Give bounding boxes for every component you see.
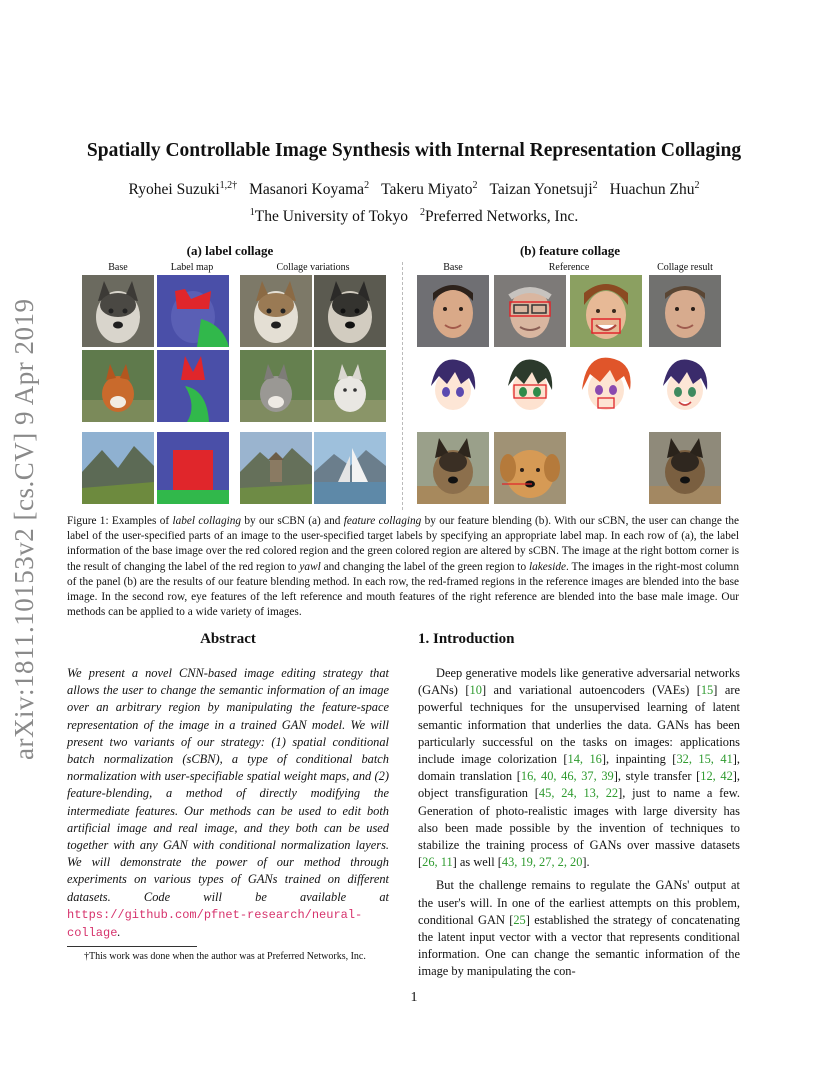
citation-link[interactable]: 25 [513, 912, 526, 927]
intro-text: ], object transfiguration [ [418, 769, 741, 801]
citation-link[interactable]: 15 [700, 683, 714, 698]
affiliation-mark: 1 [249, 207, 255, 218]
panel-a-title: (a) label collage [186, 243, 274, 258]
dog-reference-image [494, 432, 566, 504]
anime-reference-1-image [494, 350, 566, 422]
intro-paragraph-1 [418, 665, 740, 871]
citation-link[interactable]: 12, 42 [700, 769, 733, 784]
affiliation-mark: 2 [419, 207, 425, 218]
citation-link[interactable]: 10 [469, 683, 482, 698]
citation-link[interactable]: 14, 16 [567, 752, 602, 767]
landscape-collage-variation-2 [314, 432, 386, 504]
caption-em-label-collaging: label collaging [172, 515, 242, 527]
author-name: Huachun Zhu$^2$ [609, 180, 700, 199]
author-affiliation-mark: 2 [694, 180, 700, 191]
footnote-rule [67, 946, 197, 947]
figure-divider [402, 262, 403, 510]
intro-text: ], domain translation [ [418, 752, 741, 784]
caption-em-yawl: yawl [299, 560, 321, 573]
author-list [40, 180, 788, 199]
caption-text-1: by our sCBN (a) and [241, 515, 344, 527]
intro-text: ] established the strategy of concatenating the latent input vector with a vector that represents conditional information. One can change the semantic information of the image by manipulating the con- [418, 912, 740, 979]
male-face-base-image [417, 275, 489, 347]
anime-reference-2-image [570, 350, 642, 422]
landscape-base-image [82, 432, 154, 504]
fox-collage-variation-1 [240, 350, 312, 422]
caption-text-3: and changing the label of the green region to [320, 560, 529, 573]
intro-text: But the challenge remains to regulate the GANs' output at the user's will. In one of the earliest attempts on this problem, conditional GAN [ [418, 878, 740, 927]
intro-text: ] are powerful techniques for the unsupervised learning of latent semantic information that underlies the data. GANs has been particularly successful on the tasks on images: applications include image colorization [ [418, 683, 740, 767]
introduction-heading: 1. Introduction [418, 631, 515, 647]
intro-text: ], style transfer [ [613, 769, 701, 784]
caption-text-4: . The images in the right-most column of the panel (b) are the results of our feature blending method. In each row, the red-framed regions in the reference images are blended into the base image. In the second row, eye features of the left reference and mouth features of the right reference are blended into the base male image. Our methods can be applied to a wide variety of images. [67, 560, 739, 619]
abstract-text: We present a novel CNN-based image editing strategy that allows the user to change the semantic information of an image over an arbitrary region by manipulating the feature-space representation of the image in a trained GAN model. We will present two variants of our strategy: (1) spatial conditional batch normalization (sCBN), a type of conditional batch normalization with user-specifiable spatial weight maps, and (2) feature-blending, a method of directly modifying the intermediate features. Our methods can be used to edit both artificial image and real image, and they both can be used together with any GAN with conditional normalization layers. We will demonstrate the power of our method through experiments on various types of GANs trained on different datasets. Code will be available at [67, 666, 389, 904]
intro-text: ], just to name a few. Generation of photo-realistic images with large diversity has also been made possible by the invention of techniques to stabilize the training process of GANs over massive datasets [ [418, 786, 740, 870]
col-label-collage-result: Collage result [657, 262, 713, 273]
abstract-heading: Abstract [200, 631, 256, 647]
intro-text: ]. [582, 855, 590, 870]
affiliation [250, 208, 408, 225]
intro-paragraph-2 [418, 877, 740, 980]
caption-text-2: by our feature blending (b). With our sCBN, the user can change the label of the user-specified parts of an image to the user-specified target labels by specifying an appropriate label map. In each row of (a), the label information of the base image over the red colored region and the green colored region are altered by sCBN. The image at the right bottom corner is the result of changing the label of the red region to [67, 515, 740, 573]
author-affiliation-mark: 1,2† [219, 180, 238, 191]
affiliation-name: The University of Tokyo [254, 208, 408, 226]
figure-caption [67, 514, 739, 620]
col-label-reference: Reference [548, 262, 590, 273]
introduction-body [418, 665, 740, 987]
citation-link[interactable]: 45, 24, 13, 22 [538, 786, 619, 801]
caption-em-feature-collaging: feature collaging [343, 515, 422, 527]
author-name: Masanori Koyama$^2$ [249, 180, 370, 199]
citation-link[interactable]: 43, 19, 27, 2, 20 [501, 855, 583, 870]
husky-collage-variation-1 [240, 275, 312, 347]
abstract-end: . [117, 925, 121, 940]
affiliations [40, 207, 788, 226]
intro-text: ] and variational autoencoders (VAEs) [ [481, 683, 701, 698]
landscape-label-map [157, 432, 229, 504]
fox-label-map [157, 350, 229, 422]
child-face-reference-image [570, 275, 642, 347]
arxiv-stamp: arXiv:1811.10153v2 [cs.CV] 9 Apr 2019 [9, 298, 39, 760]
older-face-reference-image [494, 275, 566, 347]
author-name: Ryohei Suzuki$^{1,2\dagger}$ [128, 180, 238, 199]
col-label-collage-variations: Collage variations [276, 262, 350, 273]
citation-link[interactable]: 26, 11 [422, 855, 453, 870]
code-link[interactable]: https://github.com/pfnet-research/neural-collage [67, 907, 363, 941]
author-affiliation-mark: 2 [472, 180, 478, 191]
husky-collage-variation-2 [314, 275, 386, 347]
col-label-base-a: Base [108, 262, 128, 273]
author-affiliation-mark: 2 [592, 180, 598, 191]
abstract-body [67, 665, 389, 942]
fox-base-image [82, 350, 154, 422]
affiliation [420, 208, 578, 225]
col-label-label-map: Label map [170, 262, 214, 273]
panel-b-title: (b) feature collage [519, 243, 621, 258]
husky-base-image [82, 275, 154, 347]
author-affiliation-mark: 2 [364, 180, 370, 191]
dog-base-image [417, 432, 489, 504]
col-label-base-b: Base [443, 262, 463, 273]
citation-link[interactable]: 16, 40, 46, 37, 39 [520, 769, 614, 784]
author-name: Takeru Miyato$^2$ [381, 180, 478, 199]
affiliation-name: Preferred Networks, Inc. [424, 208, 579, 226]
anime-collage-result [649, 350, 721, 422]
male-face-collage-result [649, 275, 721, 347]
paper-title: Spatially Controllable Image Synthesis with Internal Representation Collaging [86, 140, 742, 161]
intro-text: ], inpainting [ [601, 752, 677, 767]
intro-text: ] as well [ [452, 855, 502, 870]
page-number: 1 [410, 990, 418, 1005]
caption-label: Figure 1: Examples of [67, 515, 173, 527]
fox-collage-variation-2 [314, 350, 386, 422]
caption-em-lakeside: lakeside [528, 560, 566, 573]
anime-base-image [417, 350, 489, 422]
footnote: †This work was done when the author was at Preferred Networks, Inc. [84, 951, 366, 962]
intro-text: Deep generative models like generative adversarial networks (GANs) [ [418, 666, 740, 698]
citation-link[interactable]: 32, 15, 41 [676, 752, 733, 767]
husky-label-map [157, 275, 229, 347]
dog-collage-result [649, 432, 721, 504]
landscape-collage-variation-1 [240, 432, 312, 504]
author-name: Taizan Yonetsuji$^2$ [489, 180, 598, 199]
